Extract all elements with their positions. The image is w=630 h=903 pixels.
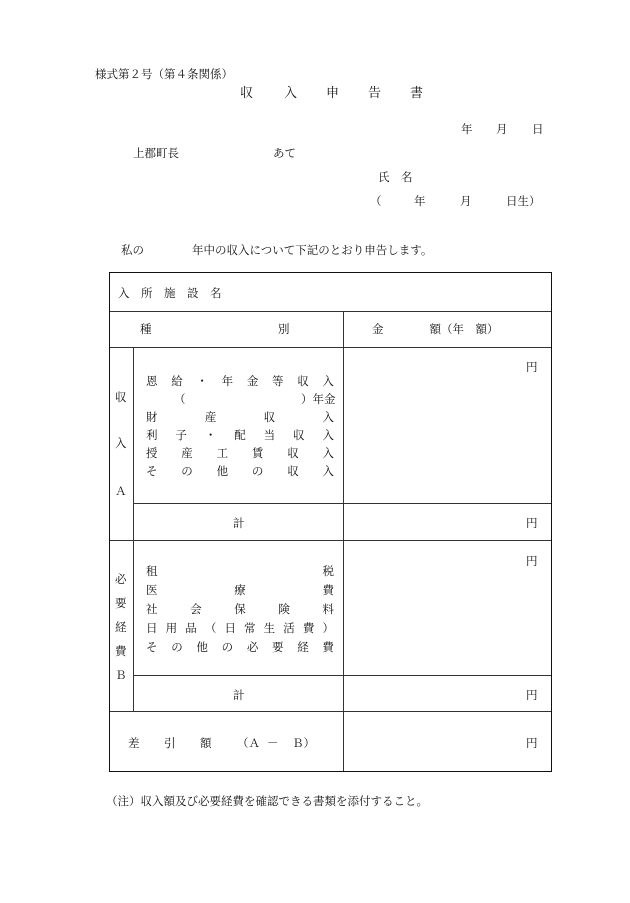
item-char: 療 [234, 583, 246, 597]
pension-paren-close: ）年金 [301, 392, 336, 406]
diff-char: 差 [128, 736, 140, 750]
item-char: 日 [224, 621, 236, 635]
item-char: 収 [297, 374, 309, 388]
expense-item-other [146, 639, 334, 655]
item-char: 租 [146, 564, 158, 578]
title-char: 書 [410, 86, 424, 101]
expense-total-label: 計 [233, 688, 245, 702]
row-divider [110, 311, 551, 312]
item-char: 会 [190, 602, 202, 616]
item-char: 品 [185, 621, 197, 635]
item-char: の [171, 640, 183, 654]
date-year: 年 [461, 122, 473, 136]
birth-year: 年 [414, 194, 426, 208]
row-divider [110, 711, 551, 712]
birth-month: 月 [460, 194, 472, 208]
item-char: 年 [221, 374, 234, 388]
birth-day: 日生） [506, 194, 541, 208]
item-char: 要 [272, 640, 284, 654]
yen-expense: 円 [526, 554, 538, 568]
item-char: （ [204, 621, 217, 635]
pension-paren-open: （ [174, 392, 186, 406]
item-char: 給 [171, 374, 183, 388]
item-char: ） [322, 621, 334, 635]
item-char: ・ [196, 374, 208, 388]
item-char: 他 [216, 464, 229, 478]
income-item-interest [146, 427, 334, 443]
item-char: 活 [283, 621, 295, 635]
item-char: 利 [146, 428, 158, 442]
income-side-char: 入 [115, 436, 127, 450]
column-divider [343, 311, 344, 771]
item-char: そ [146, 464, 158, 478]
statement-prefix: 私の [121, 243, 144, 257]
title-char: 収 [240, 86, 254, 101]
expense-item-daily [146, 620, 334, 636]
amount-header: 金 額（年 額） [372, 322, 499, 336]
item-char: 等 [272, 374, 284, 388]
item-char: 工 [216, 446, 229, 460]
date-day: 日 [532, 122, 544, 136]
item-char: ・ [204, 428, 217, 442]
income-item-pension [146, 373, 334, 389]
item-char: 収 [287, 446, 299, 460]
item-char: 配 [234, 428, 246, 442]
item-char: 常 [244, 621, 256, 635]
name-label: 氏 名 [378, 170, 413, 184]
row-divider [133, 675, 551, 676]
addressee-mayor: 上郡町長 [133, 146, 179, 160]
item-char: 社 [146, 602, 158, 616]
row-divider [110, 347, 551, 348]
income-declaration-table [109, 272, 552, 772]
expense-side-char: 要 [115, 596, 127, 610]
item-char: 収 [293, 428, 305, 442]
item-char: 医 [146, 583, 158, 597]
item-char: の [221, 640, 234, 654]
expense-side-char: 必 [115, 572, 127, 586]
expense-side-char: 経 [115, 620, 127, 634]
item-char: 他 [196, 640, 208, 654]
item-char: 金 [246, 374, 259, 388]
item-char: 税 [322, 564, 334, 578]
item-char: 料 [322, 602, 334, 616]
expense-item-tax [146, 563, 334, 579]
item-char: 必 [246, 640, 259, 654]
type-header-2: 別 [278, 322, 290, 336]
expense-item-medical [146, 582, 334, 598]
type-header-1: 種 [140, 322, 152, 336]
item-char: 当 [263, 428, 276, 442]
row-divider [133, 503, 551, 504]
item-char: 財 [146, 410, 158, 424]
item-char: 険 [278, 602, 290, 616]
item-char: 賃 [251, 446, 264, 460]
income-side-char: 収 [115, 390, 127, 404]
date-month: 月 [496, 122, 508, 136]
item-char: 用 [165, 621, 178, 635]
income-item-wages [146, 445, 334, 461]
income-item-other [146, 463, 334, 479]
item-char: 授 [146, 446, 158, 460]
birth-open: （ [370, 194, 382, 208]
row-divider [110, 540, 551, 541]
statement-text: 年中の収入について下記のとおり申告します。 [192, 243, 433, 257]
expense-side-char: Ｂ [115, 668, 127, 682]
yen-difference: 円 [526, 736, 538, 750]
diff-char: － [267, 736, 279, 750]
title-char: 申 [326, 86, 340, 101]
item-char: 費 [322, 640, 334, 654]
form-number: 様式第２号（第４条関係） [95, 67, 233, 81]
diff-char: Ｂ） [292, 736, 315, 750]
item-char: 入 [322, 374, 334, 388]
item-char: 産 [181, 446, 193, 460]
item-char: 入 [322, 464, 334, 478]
income-item-property [146, 409, 334, 425]
item-char: 入 [322, 428, 334, 442]
diff-char: 引 [164, 736, 176, 750]
item-char: の [181, 464, 193, 478]
yen-income: 円 [526, 360, 538, 374]
column-divider [133, 347, 134, 711]
facility-label: 入 所 施 設 名 [118, 286, 222, 300]
item-char: の [251, 464, 264, 478]
title-char: 告 [368, 86, 382, 101]
item-char: 収 [263, 410, 276, 424]
item-char: そ [146, 640, 158, 654]
item-char: 費 [302, 621, 315, 635]
yen-income-total: 円 [526, 516, 538, 530]
item-char: 産 [204, 410, 217, 424]
item-char: 恩 [146, 374, 158, 388]
expense-side-char: 費 [115, 644, 127, 658]
title-char: 入 [284, 86, 298, 101]
yen-expense-total: 円 [526, 688, 538, 702]
addressee-to: あて [273, 146, 296, 160]
item-char: 日 [146, 621, 158, 635]
income-side-char: Ａ [115, 484, 127, 498]
diff-char: （Ａ [237, 736, 260, 750]
item-char: 保 [234, 602, 246, 616]
item-char: 生 [263, 621, 276, 635]
diff-char: 額 [200, 736, 212, 750]
item-char: 入 [322, 410, 334, 424]
income-total-label: 計 [233, 516, 245, 530]
item-char: 収 [287, 464, 299, 478]
item-char: 経 [297, 640, 309, 654]
item-char: 子 [175, 428, 187, 442]
footnote: （注）収入額及び必要経費を確認できる書類を添付すること。 [106, 794, 428, 808]
item-char: 入 [322, 446, 334, 460]
expense-item-insurance [146, 601, 334, 617]
item-char: 費 [322, 583, 334, 597]
